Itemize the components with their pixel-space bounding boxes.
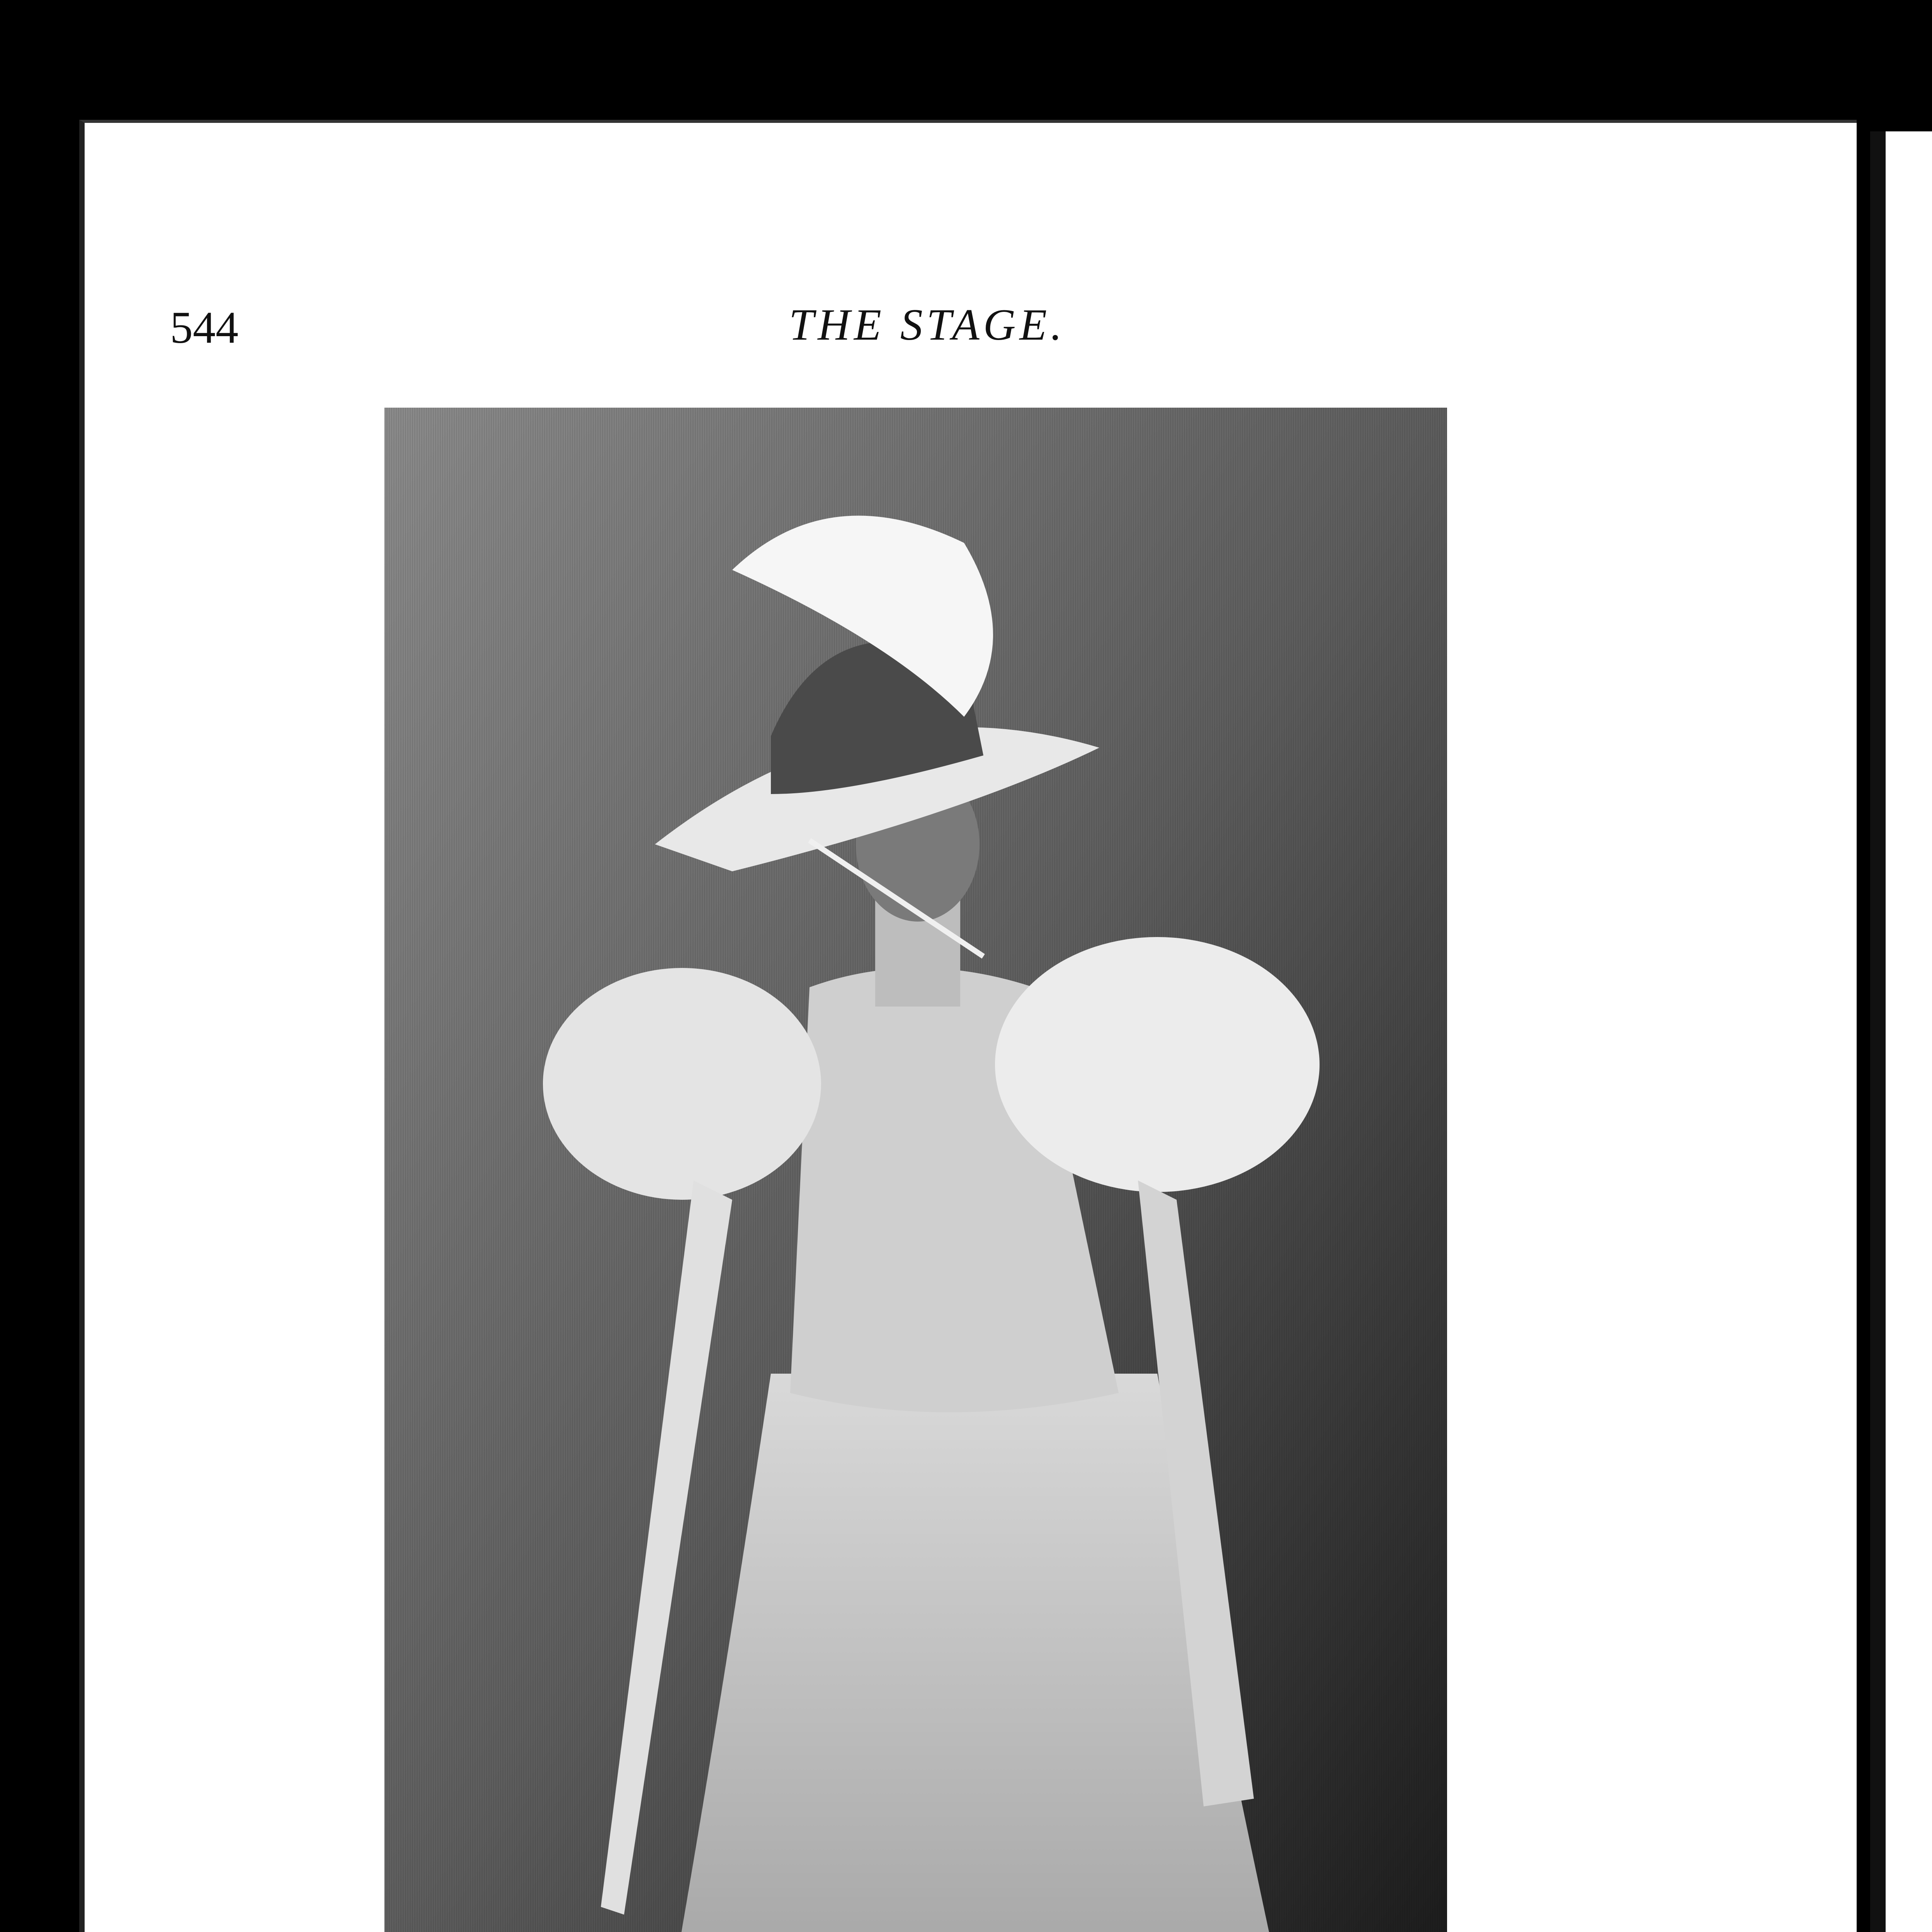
page-number: 544 [170,302,238,353]
right-sleeve [995,937,1320,1192]
running-head: THE STAGE. [789,300,1066,350]
next-page-edge [1870,131,1932,1932]
portrait-photograph [384,408,1447,1932]
left-sleeve [543,968,821,1200]
